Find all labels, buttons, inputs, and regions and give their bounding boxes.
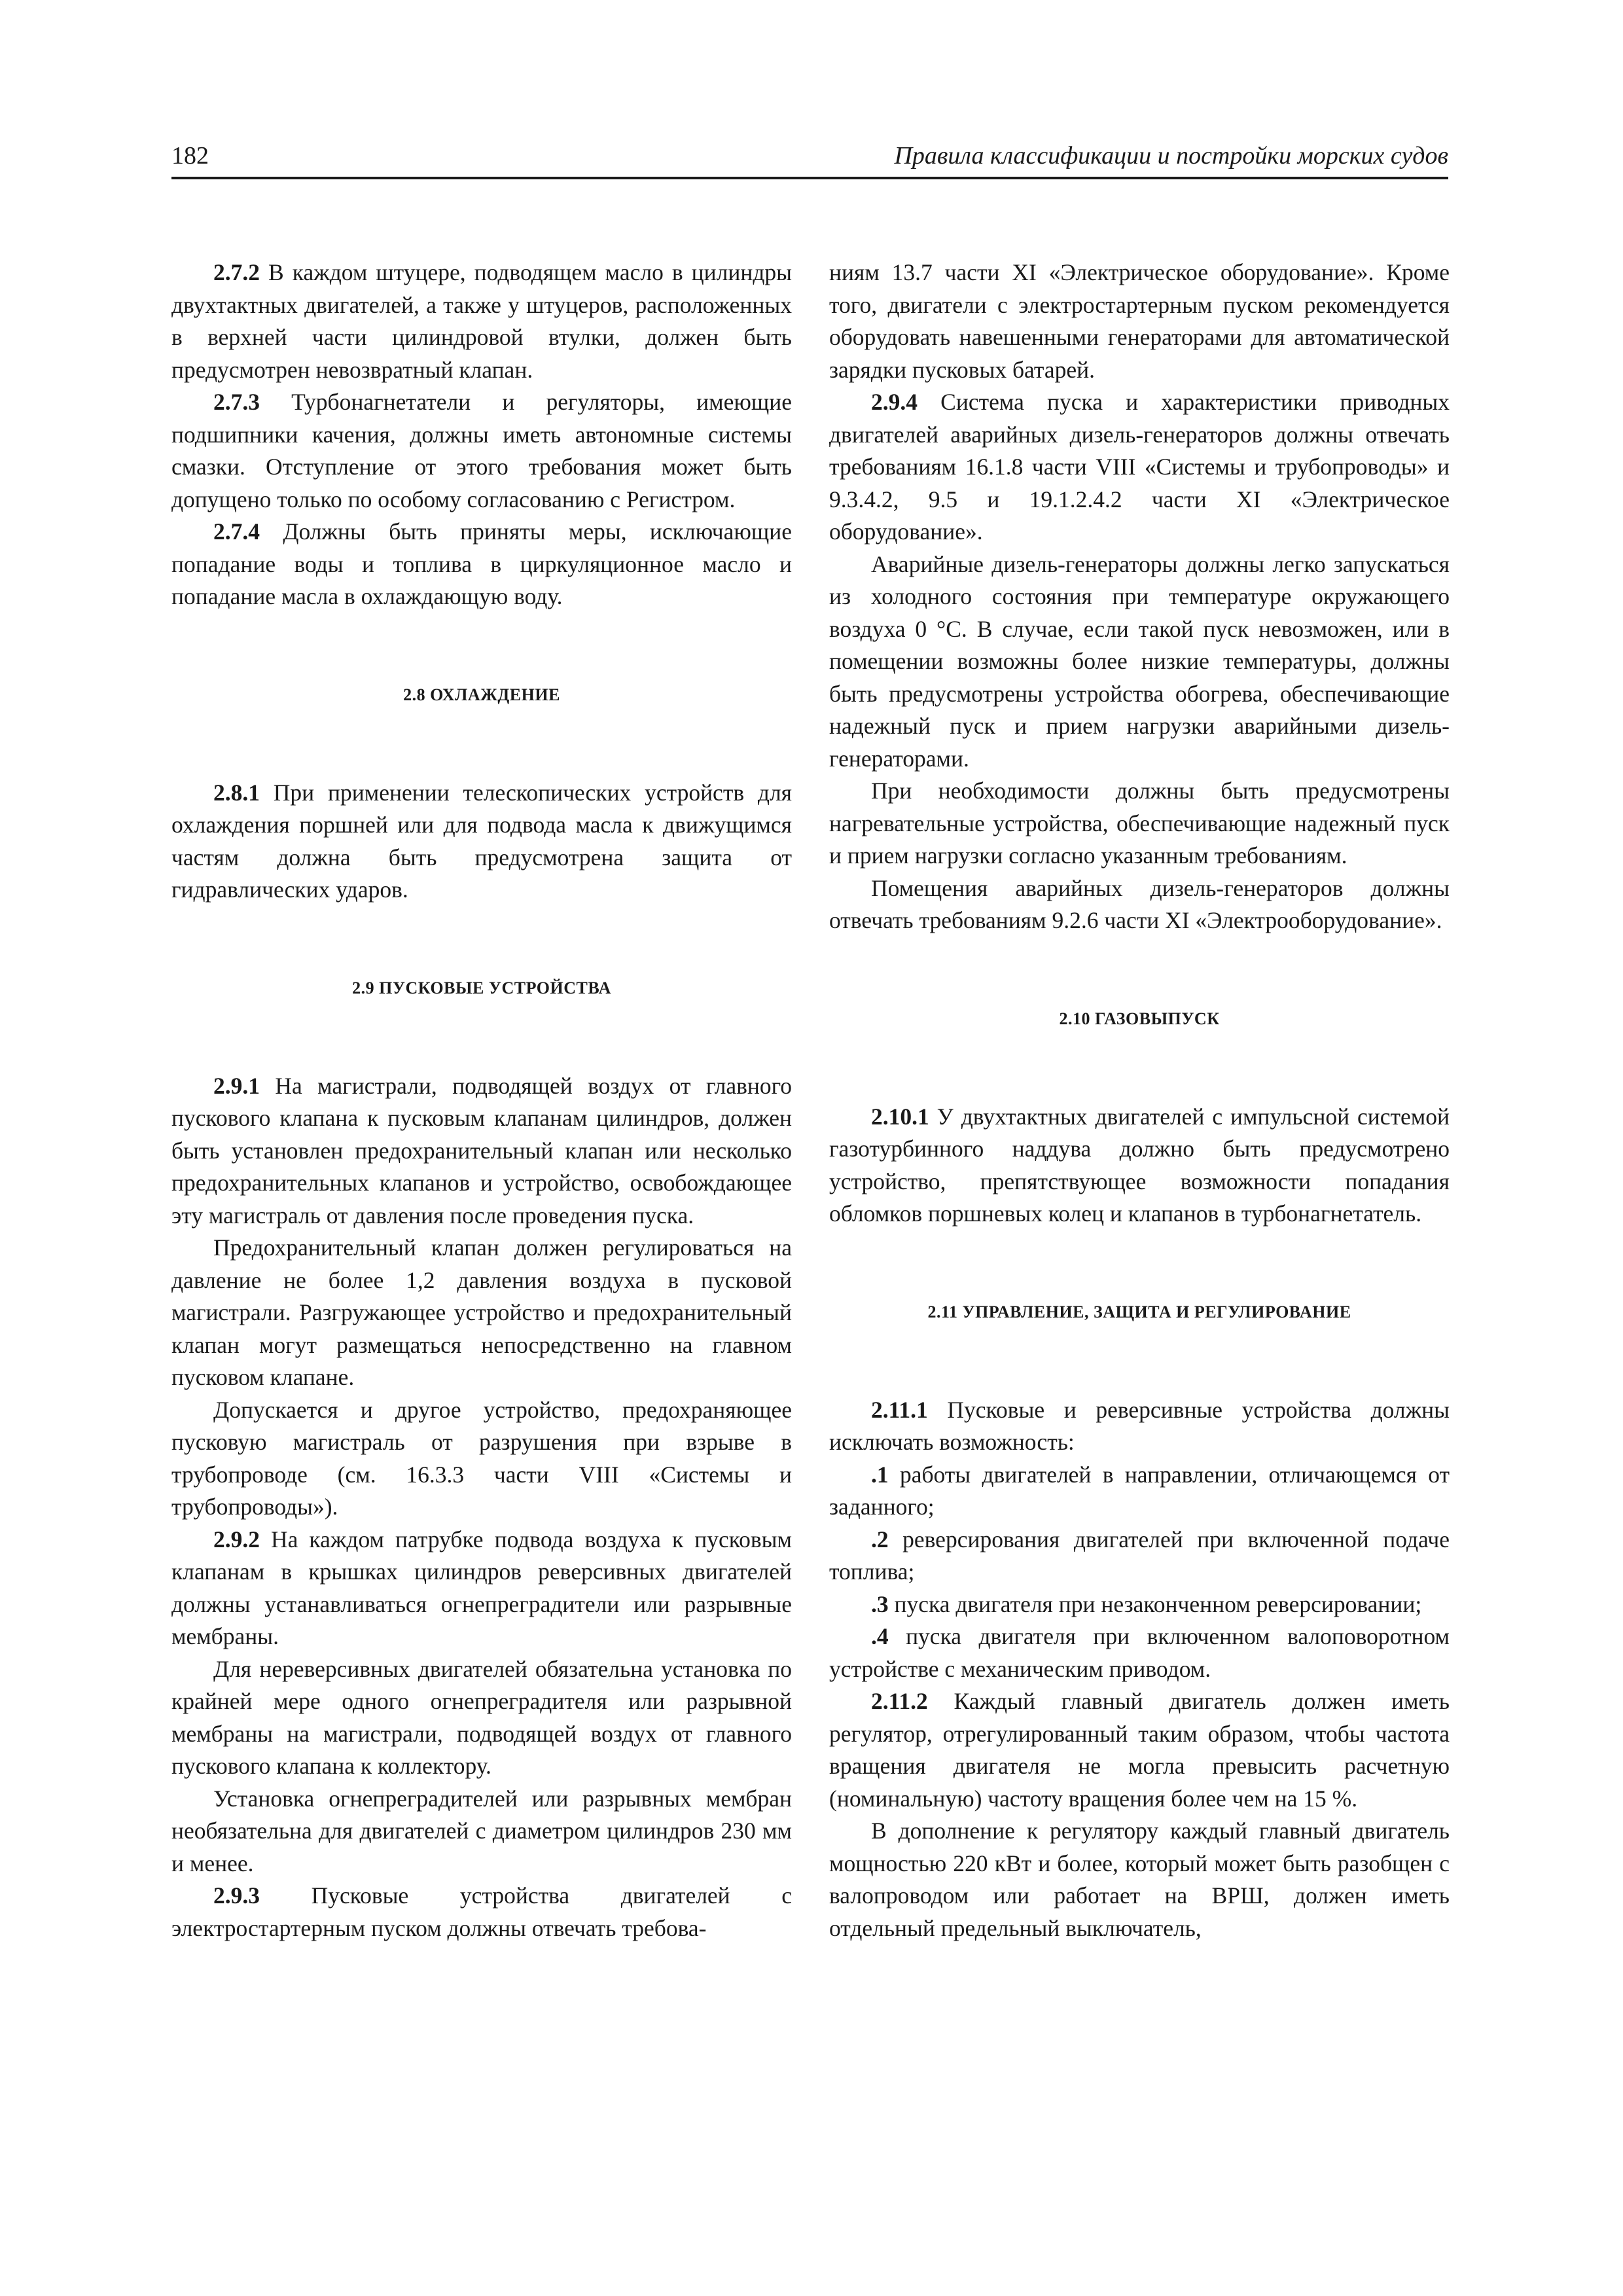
clause-number: 2.11.2 [871,1688,928,1714]
paragraph: Установка огнепреградителей или разрывных мембран необязательна для двигателей с диаметром цилиндров 230 мм и менее. [171,1785,792,1876]
paragraph-2-9-2 [171,1524,792,1653]
paragraph-2-9-1 [171,1070,792,1232]
clause-number: 2.9.4 [871,389,918,415]
paragraph-text: На магистрали, подводящей воздух от главного пускового клапана к пусковым клапанам цилиндров, должен быть установлен предохранительный клапан или несколько предохранительных клапанов и устройство, освобождающее эту магистраль от давления после проведения пуска. [171,1072,793,1229]
section-heading-2-10: 2.10 ГАЗОВЫПУСК [1059,1009,1220,1028]
paragraph: При необходимости должны быть предусмотрены нагревательные устройства, обеспечивающие надежный пуск и прием нагрузки согласно указанным требованиям. [829,778,1450,869]
running-title: Правила классификации и постройки морских судов [894,142,1448,170]
item-number: .2 [871,1526,889,1552]
clause-number: 2.7.4 [213,518,260,545]
clause-number: 2.10.1 [871,1103,929,1130]
clause-number: 2.9.1 [213,1072,260,1099]
header-rule [171,177,1448,179]
paragraph-2-9-3-continued: ниям 13.7 части XI «Электрическое оборудование». Кроме того, двигатели с электростартерным пуском рекомендуется оборудовать навешенными генераторами для автоматической зарядки пусковых батарей. [829,259,1450,383]
paragraph: Для нереверсивных двигателей обязательна установка по крайней мере одного огнепреградителя или разрывной мембраны на магистрали, подводящей воздух от главного пускового клапана к коллектору. [171,1655,792,1779]
section-heading-2-8: 2.8 ОХЛАЖДЕНИЕ [403,685,560,704]
left-column [171,257,792,1945]
list-item [829,1621,1450,1685]
paragraph-text: Каждый главный двигатель должен иметь регулятор, отрегулированный таким образом, чтобы частота вращения двигателя не могла превысить расчетную (номинальную) частоту вращения более чем на 15 %. [829,1688,1450,1812]
paragraph-2-9-4 [829,386,1450,548]
item-text: работы двигателей в направлении, отличающемся от заданного; [829,1461,1450,1520]
clause-number: 2.9.2 [213,1526,260,1552]
item-number: .3 [871,1590,889,1617]
paragraph-2-8-1 [171,777,792,906]
clause-number: 2.11.1 [871,1396,928,1423]
right-column [829,257,1450,1945]
paragraph-text: При применении телескопических устройств для охлаждения поршней или для подвода масла к движущимся частям должна быть предусмотрена защита от гидравлических ударов. [171,779,792,903]
paragraph-text: Пусковые устройства двигателей с электростартерным пуском должны отвечать требова- [171,1882,792,1941]
paragraph-text: У двухтактных двигателей с импульсной системой газотурбинного наддува должно быть предусмотрено устройство, препятствующее возможности попадания обломков поршневых колец и клапанов в турбонагнетатель. [829,1103,1450,1227]
paragraph-text: На каждом патрубке подвода воздуха к пусковым клапанам в крышках цилиндров реверсивных двигателей должны устанавливаться огнепреградители или разрывные мембраны. [171,1526,792,1649]
paragraph: В дополнение к регулятору каждый главный двигатель мощностью 220 кВт и более, который может быть разобщен с валопроводом или работает на ВРШ, должен иметь отдельный предельный выключатель, [829,1818,1450,1941]
section-heading-2-11: 2.11 УПРАВЛЕНИЕ, ЗАЩИТА И РЕГУЛИРОВАНИЕ [927,1302,1351,1321]
paragraph-text: В каждом штуцере, подводящем масло в цилиндры двухтактных двигателей, а также у штуцеров, расположенных в верхней части цилиндровой втулки, должен быть предусмотрен невозвратный клапан. [171,259,793,383]
paragraph: Помещения аварийных дизель-генераторов должны отвечать требованиям 9.2.6 части XI «Электрооборудование». [829,874,1450,933]
paragraph: Допускается и другое устройство, предохраняющее пусковую магистраль от разрушения при взрыве в трубопроводе (см. 16.3.3 части VIII «Системы и трубопроводы»). [171,1396,792,1520]
clause-number: 2.9.3 [213,1882,260,1909]
paragraph-text: Турбонагнетатели и регуляторы, имеющие подшипники качения, должны иметь автономные системы смазки. Отступление от этого требования может быть допущено только по особому согласованию с Регистром. [171,389,792,512]
paragraph-text: Система пуска и характеристики приводных двигателей аварийных дизель-генераторов должны отвечать требованиям 16.1.8 части VIII «Системы и трубопроводы» и 9.3.4.2, 9.5 и 19.1.2.4.2 части XI «Электрическое оборудование». [829,389,1450,545]
paragraph: Предохранительный клапан должен регулироваться на давление не более 1,2 давления воздуха в пусковой магистрали. Разгружающее устройство и предохранительный клапан могут размещаться непосредственно на главном пусковом клапане. [171,1234,792,1390]
paragraph-text: Пусковые и реверсивные устройства должны исключать возможность: [829,1396,1450,1455]
item-text: пуска двигателя при включенном валоповоротном устройстве с механическим приводом. [829,1623,1450,1682]
item-number: .1 [871,1461,889,1488]
clause-number: 2.7.2 [213,259,260,285]
paragraph-2-9-3 [171,1880,792,1945]
list-item [829,1524,1450,1588]
item-text: реверсирования двигателей при включенной подаче топлива; [829,1526,1450,1585]
paragraph-text: Должны быть приняты меры, исключающие попадание воды и топлива в циркуляционное масло и попадание масла в охлаждающую воду. [171,518,793,609]
page-number: 182 [171,142,209,170]
paragraph-2-7-2 [171,257,792,386]
paragraph-2-11-2 [829,1685,1450,1815]
clause-number: 2.7.3 [213,389,260,415]
list-item [829,1588,1450,1621]
paragraph-2-7-4 [171,516,792,613]
paragraph: Аварийные дизель-генераторы должны легко запускаться из холодного состояния при температуре окружающего воздуха 0 °С. В случае, если такой пуск невозможен, или в помещении возможны более низкие температуры, должны быть предусмотрены устройства обогрева, обеспечивающие надежный пуск и прием нагрузки аварийными дизель-генераторами. [829,550,1450,772]
list-item [829,1459,1450,1524]
clause-number: 2.8.1 [213,779,260,806]
item-number: .4 [871,1623,889,1649]
paragraph-2-7-3 [171,386,792,516]
paragraph-2-11-1 [829,1394,1450,1459]
item-text: пуска двигателя при незаконченном реверсировании; [894,1590,1422,1617]
paragraph-2-10-1 [829,1101,1450,1230]
section-heading-2-9: 2.9 ПУСКОВЫЕ УСТРОЙСТВА [352,978,611,997]
